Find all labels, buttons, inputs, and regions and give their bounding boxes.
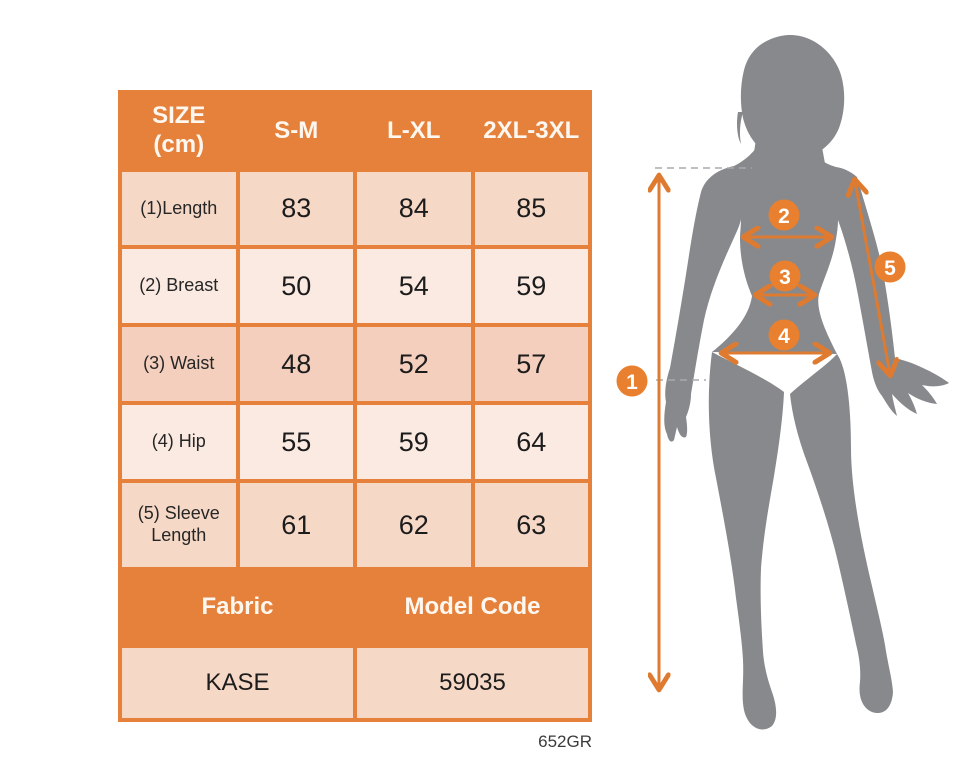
row-label-sleeve-length: (5) Sleeve Length	[122, 483, 236, 567]
footer-fabric-value: KASE	[122, 648, 353, 718]
header-size-cm: SIZE (cm)	[122, 94, 236, 168]
footer-model-code-value: 59035	[357, 648, 588, 718]
row-label-length: (1)Length	[122, 172, 236, 245]
value-hip-lxl: 59	[357, 405, 471, 479]
footer-fabric-label: Fabric	[122, 571, 353, 644]
marker-label-4: 4	[778, 325, 790, 348]
marker-label-1: 1	[626, 371, 638, 394]
value-breast-lxl: 54	[357, 249, 471, 323]
footer-model-code-label: Model Code	[357, 571, 588, 644]
header-col-lxl: L-XL	[357, 94, 471, 168]
value-length-lxl: 84	[357, 172, 471, 245]
value-sleeve-2xl3xl: 63	[475, 483, 589, 567]
female-silhouette-diagram	[600, 20, 976, 760]
left-leg	[709, 352, 784, 729]
value-length-2xl3xl: 85	[475, 172, 589, 245]
body-silhouette	[664, 35, 949, 730]
value-waist-2xl3xl: 57	[475, 327, 589, 401]
value-waist-sm: 48	[240, 327, 354, 401]
value-sleeve-sm: 61	[240, 483, 354, 567]
header-col-2xl3xl: 2XL-3XL	[475, 94, 589, 168]
hair-wisp	[737, 112, 743, 144]
value-hip-sm: 55	[240, 405, 354, 479]
value-length-sm: 83	[240, 172, 354, 245]
marker-label-5: 5	[884, 257, 896, 280]
header-col-sm: S-M	[240, 94, 354, 168]
right-leg	[790, 354, 893, 713]
row-label-breast: (2) Breast	[122, 249, 236, 323]
size-table	[118, 90, 592, 722]
marker-label-2: 2	[778, 205, 790, 228]
value-waist-lxl: 52	[357, 327, 471, 401]
value-sleeve-lxl: 62	[357, 483, 471, 567]
row-label-waist: (3) Waist	[122, 327, 236, 401]
product-code: 652GR	[538, 732, 592, 751]
row-label-hip: (4) Hip	[122, 405, 236, 479]
value-breast-2xl3xl: 59	[475, 249, 589, 323]
value-breast-sm: 50	[240, 249, 354, 323]
measurement-figure	[600, 20, 976, 760]
marker-label-3: 3	[779, 266, 791, 289]
value-hip-2xl3xl: 64	[475, 405, 589, 479]
